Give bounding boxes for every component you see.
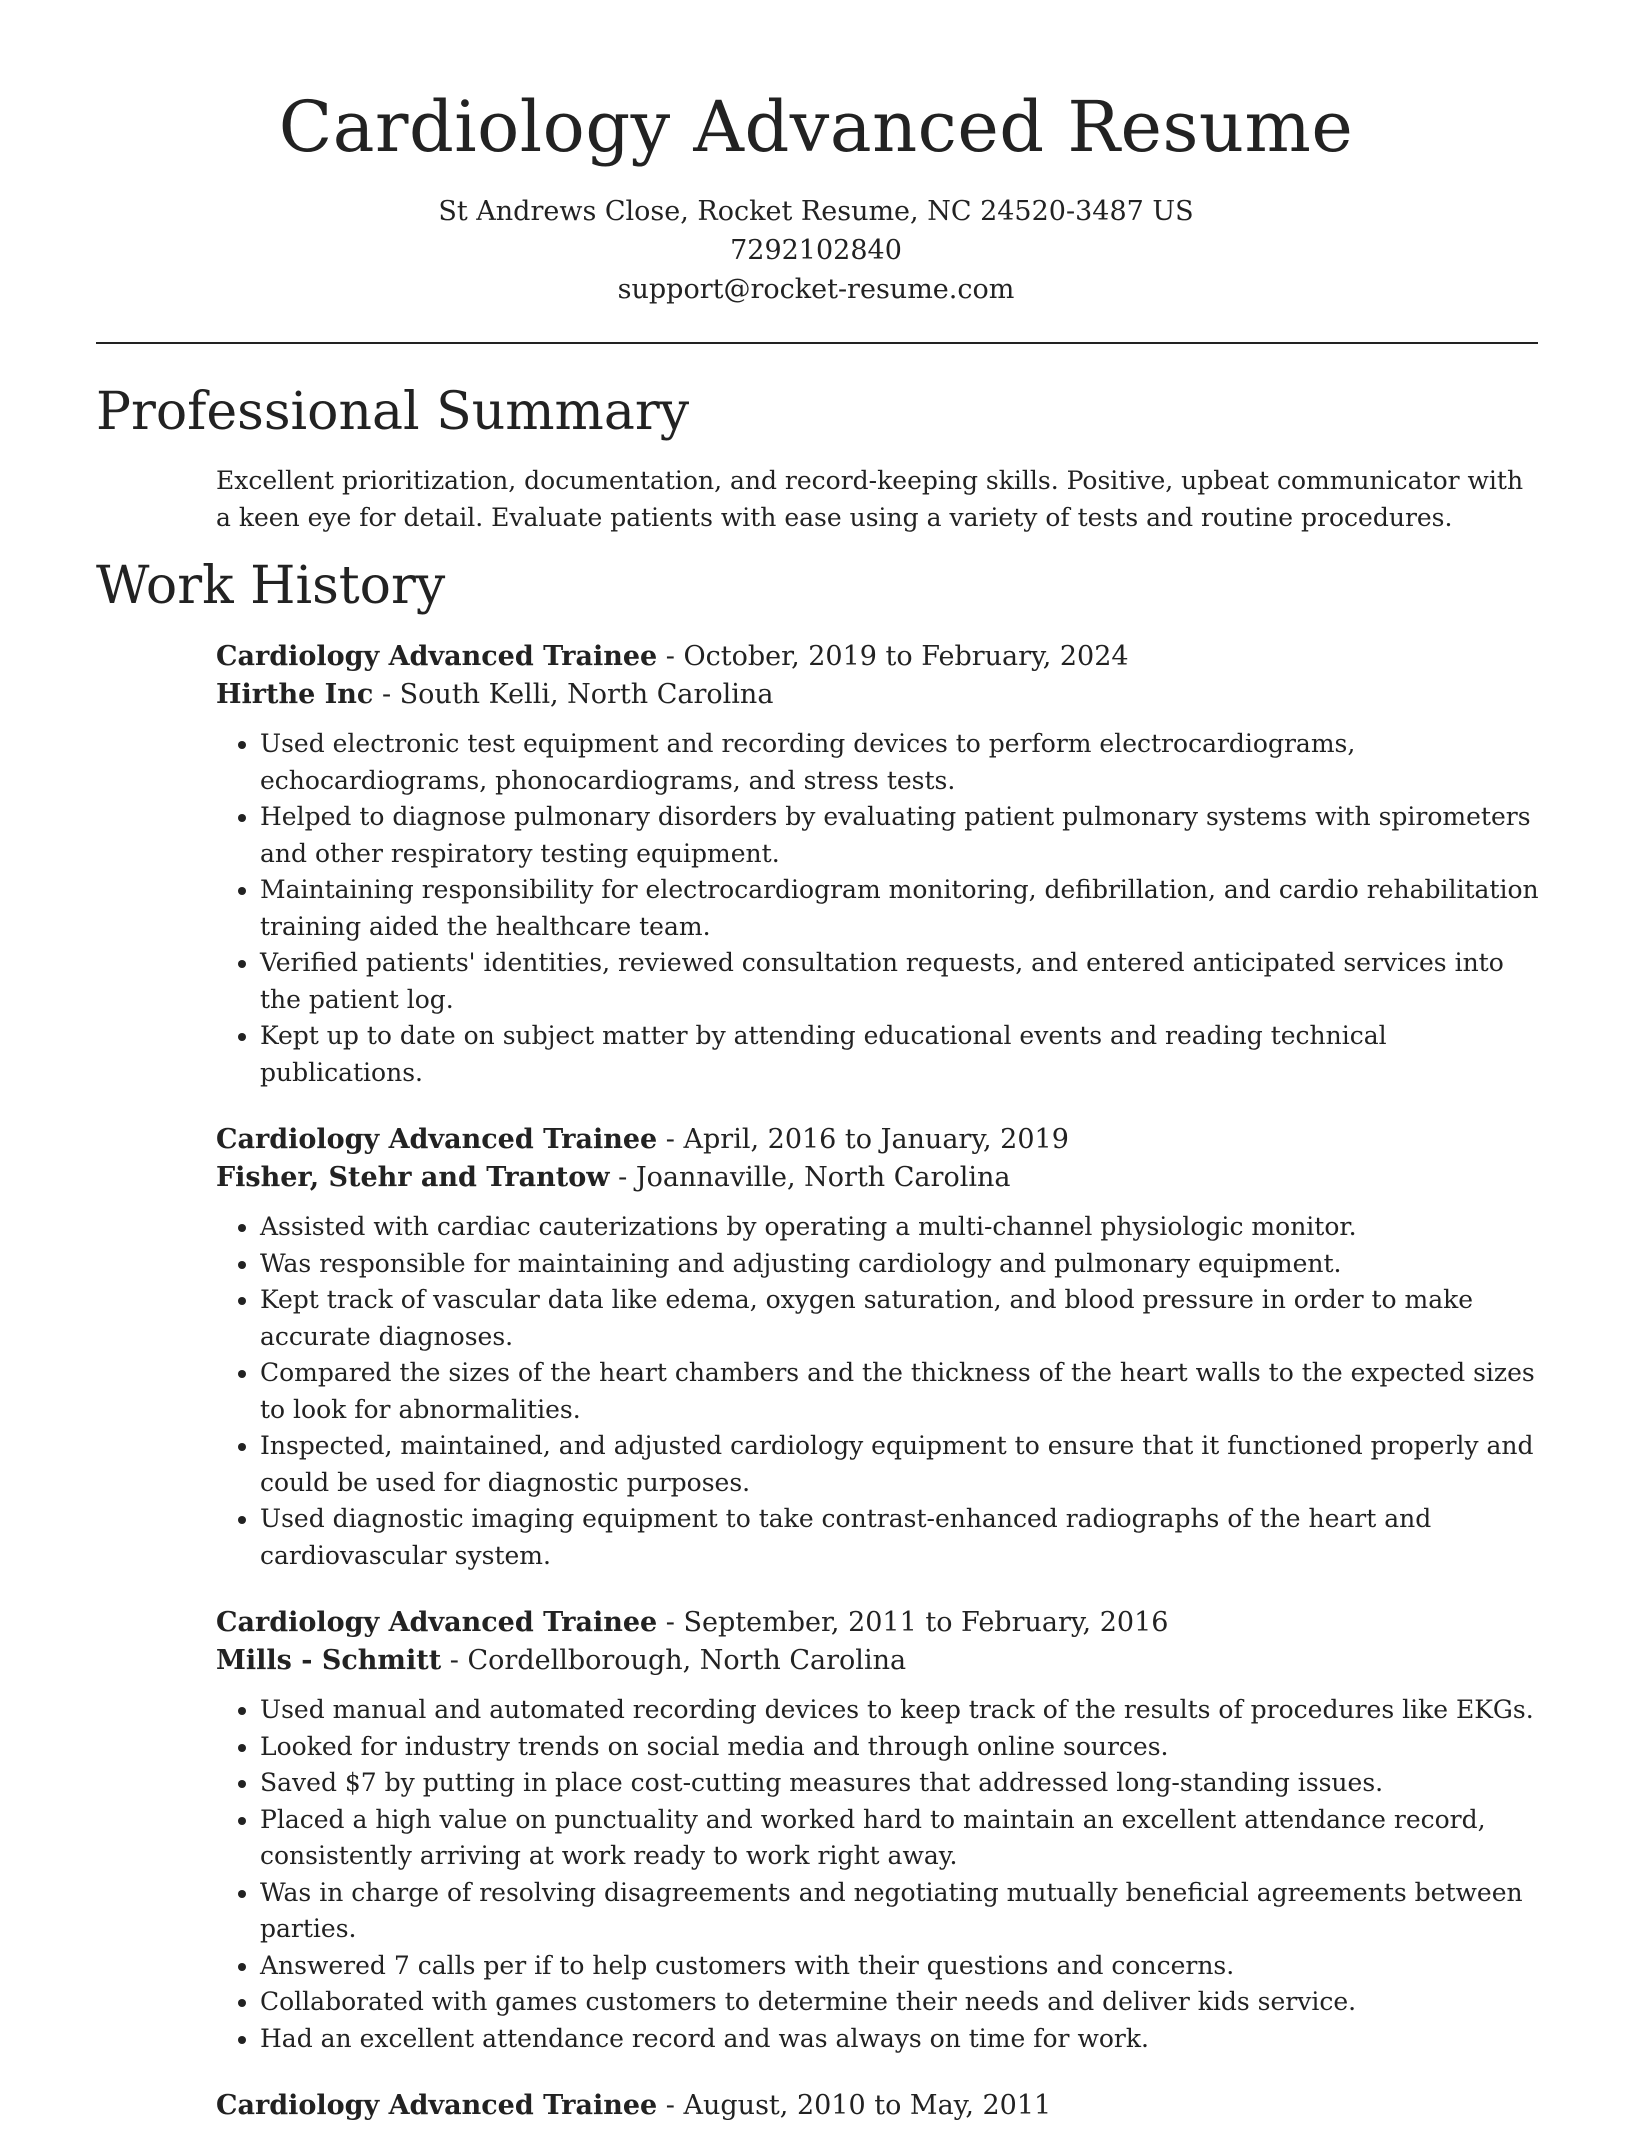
bullet-item: • Maintaining responsibility for electrocardiogram monitoring, defibrillation, and cardio rehabilitation training aided the healthcare team. — [260, 872, 1542, 945]
bullet-item: • Saved $7 by putting in place cost-cutting measures that addressed long-standing issues. — [260, 1765, 1542, 1802]
bullet-item: • Looked for industry trends on social media and through online sources. — [260, 1729, 1542, 1766]
job-company: Fisher, Stehr and Trantow — [216, 1162, 610, 1193]
job-dates: September, 2011 to February, 2016 — [683, 1607, 1169, 1638]
job-company: Hirthe Inc — [216, 679, 374, 710]
resume-name: Cardiology Advanced Resume — [278, 86, 1354, 168]
job-entry — [216, 1604, 1542, 2057]
separator: - — [657, 2090, 684, 2121]
separator: - — [609, 1162, 636, 1193]
job-bullets — [216, 726, 1542, 1091]
separator: - — [657, 1607, 684, 1638]
job-title: Cardiology Advanced Trainee — [216, 2090, 658, 2121]
bullet-item: • Kept track of vascular data like edema, oxygen saturation, and blood pressure in order to make accurate diagnoses. — [260, 1282, 1542, 1355]
job-title-line — [216, 2087, 1542, 2125]
job-company-line — [216, 1159, 1542, 1197]
bullet-item: • Assisted with cardiac cauterizations by operating a multi-channel physiologic monitor. — [260, 1209, 1542, 1246]
job-entry — [216, 2087, 1542, 2125]
work-history-list — [216, 638, 1542, 2155]
job-title-line — [216, 1604, 1542, 1642]
job-dates: April, 2016 to January, 2019 — [683, 1124, 1069, 1155]
bullet-item: • Helped to diagnose pulmonary disorders by evaluating patient pulmonary systems with spirometers and other respiratory testing equipment. — [260, 799, 1542, 872]
separator: - — [373, 679, 400, 710]
job-dates: October, 2019 to February, 2024 — [683, 641, 1129, 672]
separator: - — [657, 1124, 684, 1155]
job-entry — [216, 638, 1542, 1091]
job-bullets — [216, 1692, 1542, 2057]
job-title: Cardiology Advanced Trainee — [216, 641, 658, 672]
bullet-item: • Compared the sizes of the heart chambers and the thickness of the heart walls to the expected sizes to look for abnormalities. — [260, 1355, 1542, 1428]
job-entry — [216, 1121, 1542, 1574]
bullet-item: • Collaborated with games customers to determine their needs and deliver kids service. — [260, 1984, 1542, 2021]
bullet-item: • Used manual and automated recording devices to keep track of the results of procedures like EKGs. — [260, 1692, 1542, 1729]
contact-block — [0, 192, 1632, 309]
phone: 7292102840 — [730, 235, 902, 266]
job-title: Cardiology Advanced Trainee — [216, 1124, 658, 1155]
separator: - — [441, 1645, 468, 1676]
job-title-line — [216, 638, 1542, 676]
job-location: Joannaville, North Carolina — [635, 1162, 1011, 1193]
separator: - — [657, 641, 684, 672]
bullet-item: • Was in charge of resolving disagreements and negotiating mutually beneficial agreements between parties. — [260, 1875, 1542, 1948]
header-divider — [96, 342, 1538, 344]
work-history-heading: Work History — [96, 556, 446, 616]
job-title: Cardiology Advanced Trainee — [216, 1607, 658, 1638]
summary-text: Excellent prioritization, documentation, and record-keeping skills. Positive, upbeat communicator with a keen eye for detail. Evaluate patients with ease using a variety of tests and routine procedures. — [216, 466, 1524, 532]
bullet-item: • Was responsible for maintaining and adjusting cardiology and pulmonary equipment. — [260, 1246, 1542, 1283]
job-location: Cordellborough, North Carolina — [467, 1645, 907, 1676]
bullet-item: • Kept up to date on subject matter by attending educational events and reading technical publications. — [260, 1018, 1542, 1091]
job-company: Mills - Schmitt — [216, 1645, 442, 1676]
job-bullets — [216, 1209, 1542, 1574]
job-company-line — [216, 1642, 1542, 1680]
bullet-item: • Used diagnostic imaging equipment to take contrast-enhanced radiographs of the heart and cardiovascular system. — [260, 1501, 1542, 1574]
job-company-line — [216, 676, 1542, 714]
job-location: South Kelli, North Carolina — [399, 679, 774, 710]
bullet-item: • Inspected, maintained, and adjusted cardiology equipment to ensure that it functioned properly and could be used for diagnostic purposes. — [260, 1428, 1542, 1501]
bullet-item: • Placed a high value on punctuality and worked hard to maintain an excellent attendance record, consistently arriving at work ready to work right away. — [260, 1802, 1542, 1875]
bullet-item: • Had an excellent attendance record and was always on time for work. — [260, 2021, 1542, 2058]
bullet-item: • Used electronic test equipment and recording devices to perform electrocardiograms, echocardiograms, phonocardiograms, and stress tests. — [260, 726, 1542, 799]
summary-heading: Professional Summary — [96, 382, 690, 442]
bullet-item: • Verified patients' identities, reviewed consultation requests, and entered anticipated services into the patient log. — [260, 945, 1542, 1018]
job-dates: August, 2010 to May, 2011 — [683, 2090, 1052, 2121]
job-title-line — [216, 1121, 1542, 1159]
address: St Andrews Close, Rocket Resume, NC 24520-3487 US — [438, 196, 1194, 227]
email: support@rocket-resume.com — [617, 274, 1015, 305]
bullet-item: • Answered 7 calls per if to help customers with their questions and concerns. — [260, 1948, 1542, 1985]
